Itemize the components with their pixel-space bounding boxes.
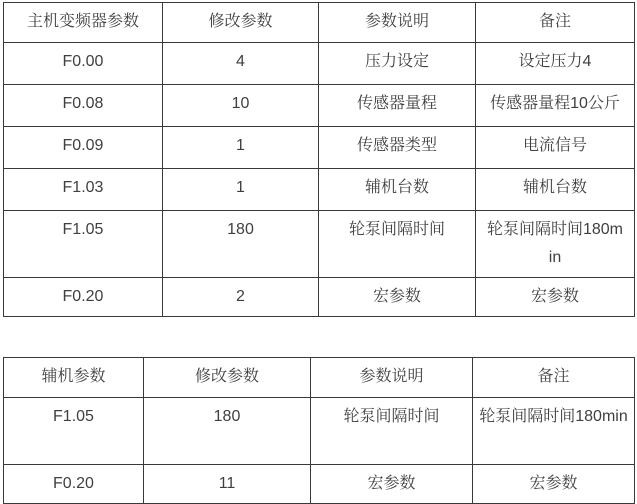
remark-cell: 设定压力4 xyxy=(476,43,635,85)
param-desc-cell: 传感器量程 xyxy=(319,85,476,127)
param-value-cell: 2 xyxy=(163,278,319,317)
header-cell-remark: 备注 xyxy=(476,3,635,43)
table-row xyxy=(4,211,635,278)
remark-cell: 宏参数 xyxy=(476,278,635,317)
table-header-row xyxy=(4,358,635,398)
param-desc-cell: 宏参数 xyxy=(319,278,476,317)
param-value-cell: 180 xyxy=(163,211,319,278)
param-code-cell: F0.00 xyxy=(4,43,163,85)
remark-cell: 辅机台数 xyxy=(476,169,635,211)
table-row xyxy=(4,85,635,127)
header-cell-value: 修改参数 xyxy=(144,358,311,398)
main-inverter-params-table xyxy=(3,2,635,317)
header-cell-param: 辅机参数 xyxy=(4,358,144,398)
remark-cell: 轮泵间隔时间180min xyxy=(476,211,635,278)
param-code-cell: F0.20 xyxy=(4,278,163,317)
table-row xyxy=(4,127,635,169)
param-value-cell: 11 xyxy=(144,465,311,504)
param-value-cell: 180 xyxy=(144,398,311,465)
remark-cell: 传感器量程10公斤 xyxy=(476,85,635,127)
param-desc-cell: 宏参数 xyxy=(311,465,473,504)
table-row xyxy=(4,398,635,465)
header-cell-remark: 备注 xyxy=(473,358,635,398)
param-code-cell: F0.09 xyxy=(4,127,163,169)
param-desc-cell: 轮泵间隔时间 xyxy=(311,398,473,465)
param-value-cell: 10 xyxy=(163,85,319,127)
auxiliary-params-table xyxy=(3,357,635,504)
table-row xyxy=(4,43,635,85)
param-value-cell: 1 xyxy=(163,127,319,169)
header-cell-param: 主机变频器参数 xyxy=(4,3,163,43)
remark-cell: 轮泵间隔时间180min xyxy=(473,398,635,465)
param-desc-cell: 压力设定 xyxy=(319,43,476,85)
param-code-cell: F1.05 xyxy=(4,211,163,278)
param-code-cell: F1.03 xyxy=(4,169,163,211)
remark-cell: 宏参数 xyxy=(473,465,635,504)
table-row xyxy=(4,169,635,211)
header-cell-desc: 参数说明 xyxy=(311,358,473,398)
table-header-row xyxy=(4,3,635,43)
param-code-cell: F0.08 xyxy=(4,85,163,127)
param-code-cell: F1.05 xyxy=(4,398,144,465)
table-row xyxy=(4,278,635,317)
param-desc-cell: 传感器类型 xyxy=(319,127,476,169)
param-code-cell: F0.20 xyxy=(4,465,144,504)
param-value-cell: 1 xyxy=(163,169,319,211)
param-value-cell: 4 xyxy=(163,43,319,85)
header-cell-value: 修改参数 xyxy=(163,3,319,43)
remark-cell: 电流信号 xyxy=(476,127,635,169)
param-desc-cell: 辅机台数 xyxy=(319,169,476,211)
param-desc-cell: 轮泵间隔时间 xyxy=(319,211,476,278)
header-cell-desc: 参数说明 xyxy=(319,3,476,43)
